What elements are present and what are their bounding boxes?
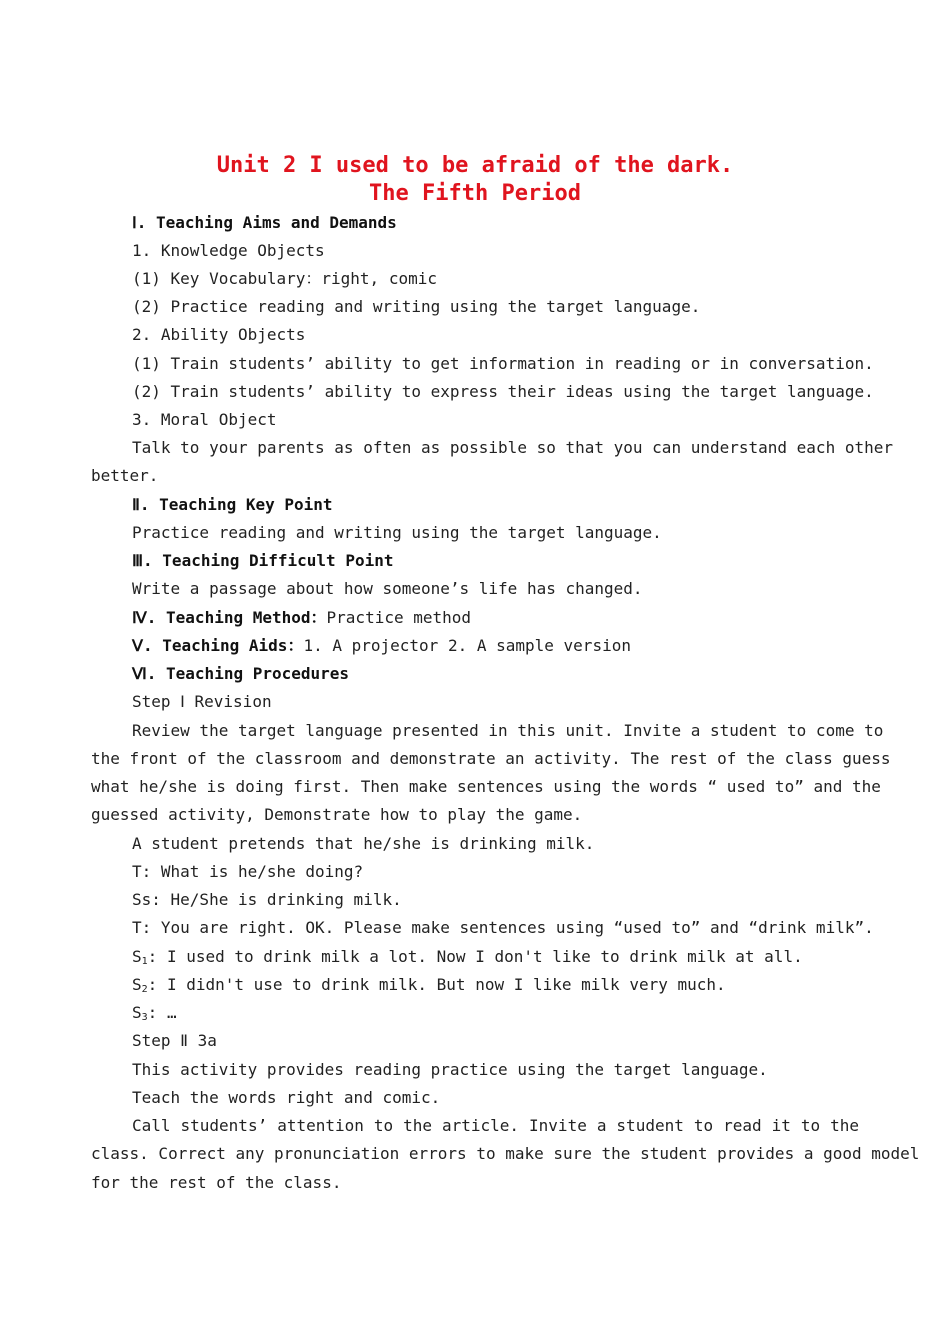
s3-prefix: S <box>132 1003 142 1022</box>
activity-line: This activity provides reading practice using the target language. <box>132 1060 768 1079</box>
dialogue-ss-1: Ss: He/She is drinking milk. <box>132 890 402 909</box>
moral-object: 3. Moral Object <box>132 410 277 429</box>
s3-subscript: 3 <box>141 1012 148 1023</box>
step-2-title: Step Ⅱ 3a <box>132 1031 217 1050</box>
moral-text-line-2: better. <box>91 466 159 485</box>
practice-item: (2) Practice reading and writing using the target language. <box>132 297 701 316</box>
pretend-line: A student pretends that he/she is drinking milk. <box>132 834 595 853</box>
s2-text: : I didn't use to drink milk. But now I like milk very much. <box>147 975 726 994</box>
ability-item-1: (1) Train students’ ability to get information in reading or in conversation. <box>132 354 874 373</box>
review-line-3: what he/she is doing first. Then make sentences using the words “ used to” and the <box>91 777 881 796</box>
method-value: Practice method <box>326 608 472 627</box>
aids-label: Ⅴ. Teaching Aids： <box>132 636 304 655</box>
review-line-1: Review the target language presented in this unit. Invite a student to come to <box>132 721 884 740</box>
key-point-heading: Ⅱ. Teaching Key Point <box>132 495 333 514</box>
method-label: Ⅳ. Teaching Method： <box>132 608 327 627</box>
step-1-title: Step Ⅰ Revision <box>132 692 272 711</box>
dialogue-s3 <box>132 999 177 1027</box>
key-point-text: Practice reading and writing using the target language. <box>132 523 662 542</box>
call-line-2: class. Correct any pronunciation errors to make sure the student provides a good model <box>91 1144 920 1163</box>
dialogue-s1 <box>132 943 803 971</box>
s1-subscript: 1 <box>141 956 148 967</box>
title-line-2: The Fifth Period <box>369 181 581 206</box>
s2-prefix: S <box>132 975 142 994</box>
review-line-2: the front of the classroom and demonstrate an activity. The rest of the class guess <box>91 749 891 768</box>
teaching-aids <box>132 632 631 660</box>
title-line-1: Unit 2 I used to be afraid of the dark. <box>216 153 734 178</box>
ability-item-2: (2) Train students’ ability to express their ideas using the target language. <box>132 382 874 401</box>
moral-text-line-1: Talk to your parents as often as possible so that you can understand each other <box>132 438 893 457</box>
ability-objects: 2. Ability Objects <box>132 325 306 344</box>
key-vocabulary: (1) Key Vocabulary：right, comic <box>132 269 437 288</box>
aids-value: 1. A projector 2. A sample version <box>303 636 631 655</box>
dialogue-t-1: T: What is he/she doing? <box>132 862 364 881</box>
dialogue-t-2: T: You are right. OK. Please make sentences using “used to” and “drink milk”. <box>132 918 874 937</box>
difficult-point-heading: Ⅲ. Teaching Difficult Point <box>132 551 394 570</box>
s1-text: : I used to drink milk a lot. Now I don't like to drink milk at all. <box>147 947 803 966</box>
knowledge-objects: 1. Knowledge Objects <box>132 241 325 260</box>
teaching-method <box>132 604 471 632</box>
teach-words-line: Teach the words right and comic. <box>132 1088 441 1107</box>
call-line-1: Call students’ attention to the article. Invite a student to read it to the <box>132 1116 859 1135</box>
s2-subscript: 2 <box>141 984 148 995</box>
review-line-4: guessed activity, Demonstrate how to play the game. <box>91 805 583 824</box>
dialogue-s2 <box>132 971 726 999</box>
call-line-3: for the rest of the class. <box>91 1173 342 1192</box>
s1-prefix: S <box>132 947 142 966</box>
aims-heading: Ⅰ. Teaching Aims and Demands <box>132 213 397 232</box>
s3-text: : … <box>147 1003 177 1022</box>
procedures-heading: Ⅵ. Teaching Procedures <box>132 664 350 683</box>
difficult-point-text: Write a passage about how someone’s life has changed. <box>132 579 643 598</box>
